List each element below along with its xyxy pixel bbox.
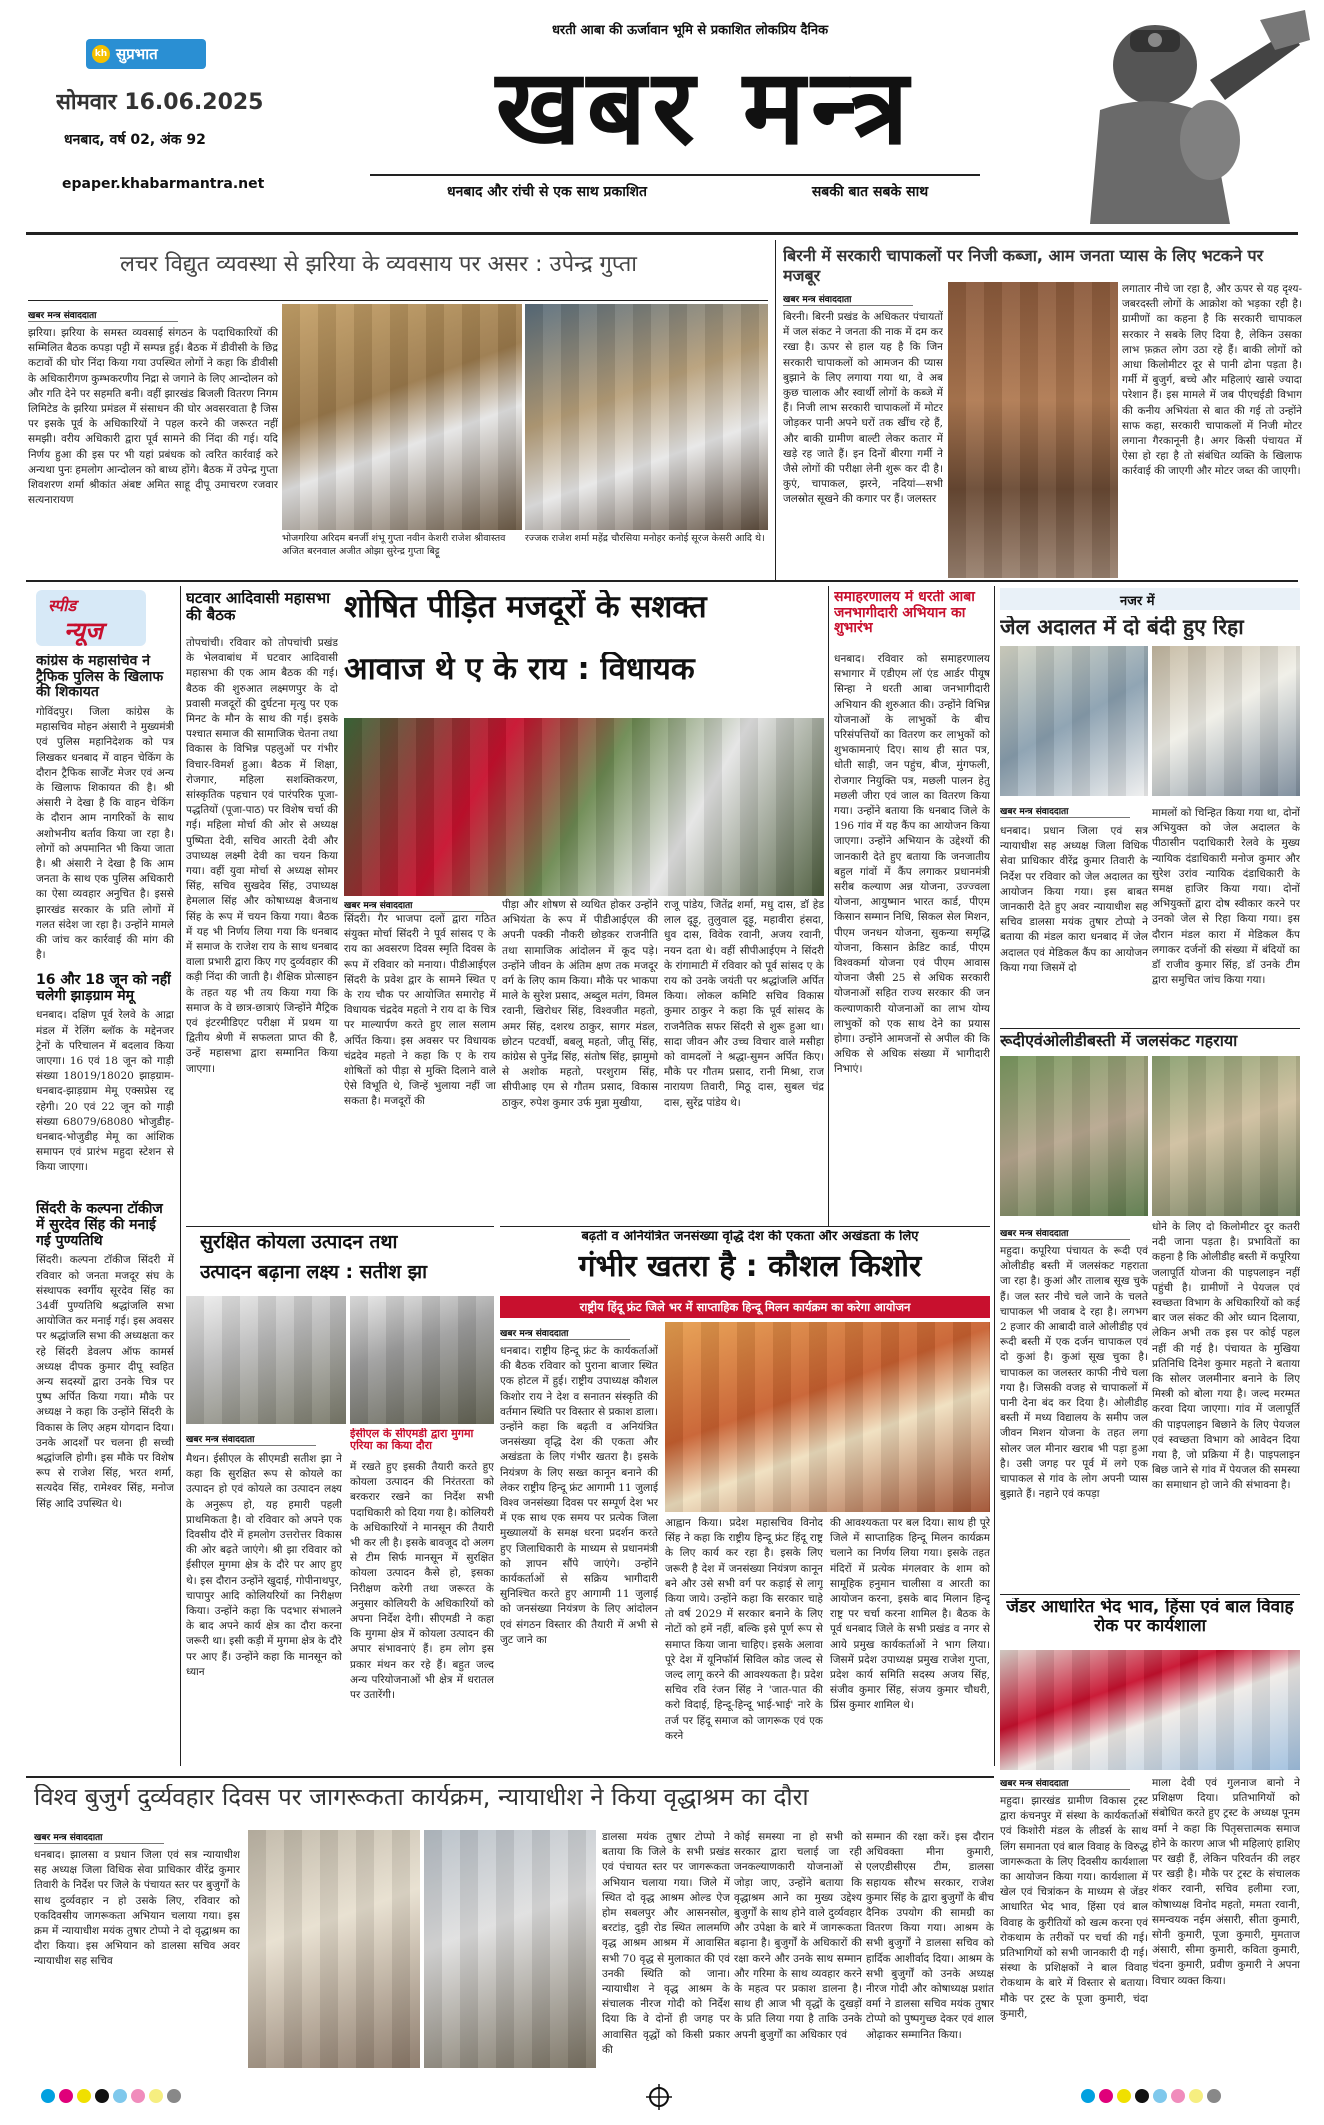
masthead-tagline: धरती आबा की ऊर्जावान भूमि से प्रकाशित लोकप्रिय दैनिक [551, 23, 829, 38]
story-jharia-caption-1: भोजगरिया अरिदम बनर्जी शंभू गुप्ता नवीन केशरी राजेश श्रीवास्तव अजित बरनवाल अजीत ओझा सुरेन्द्र गुप्ता बिट्टू [282, 533, 506, 557]
story-kishore-headline-line-1: बढ़ती व अनियंत्रित जनसंख्या वृद्धि देश की एकता और अखंडता के लिए [581, 1230, 919, 1244]
story-ghatwar-headline: घटवार आदिवासी महासभा की बैठक [186, 590, 331, 624]
story-dharti-headline: समाहरणालय में धरती आबा जनभागीदारी अभियान का शुभारंभ [834, 590, 975, 637]
story-jharia-body: झरिया। झरिया के समस्त व्यवसाई संगठन के पदाधिकारियों की सम्मिलित बैठक कपड़ा पट्टी में सम्पन्न हुई। बैठक में डीवीसी के छिद्र कटावों की घोर निंदा किया गया उपस्थित लोगों ने कहा कि डीवीसी के अधिकारीगण कुम्भकरणीय निद्रा से जगाने के लिए आन्दोलन को और गति देने पर सहमति बनी। वहीं झारखंड बिजली वितरण निगम लिमिटेड के झरिया प्रमंडल में संसाधन की घोर अवसरवाता है जिस पर इसके पूर्व के अधिकारियों ने पहल करने की जरूरत नहीं समझी। वरीय अधिकारी द्वारा पूर्व सामने की निंदा की गई। यदि निर्णय हुआ की इस पर भी यहां प्रबंधक को त्वरित कार्रवाई करे अन्यथा पुनः हमलोग आन्दोलन को बाध्य होंगे। बैठक में उपेन्द्र गुप्ता शिवशरण शर्मा श्रीकांत अंबष्ट अमित साहू दीपू उमाचरण रजवार सत्यनारायण [28, 327, 278, 507]
story-elder-col-1: धनबाद। झालसा व प्रधान जिला एवं सत्र न्यायाधीश सह अध्यक्ष जिला विधिक सेवा प्राधिकार वीरेंद्र कुमार तिवारी के निर्देश पर जिले के पंचायत स्तर पर बुजुर्गों के साथ दुर्व्यवहार न हो उसके लिए, रविवार को एकदिवसीय जागरूकता अभियान चलाया गया। इस क्रम में न्यायाधीश मयंक तुषार टोप्पो ने दो वृद्धाश्रम का दौरा किया। इस अभियान को डालसा सचिव अवर न्यायाधीश सह सचिव [34, 1849, 240, 1968]
website-link[interactable]: epaper.khabarmantra.net [62, 176, 265, 192]
story-kishore-col-3: की आवश्यकता पर बल दिया। साथ ही पूरे जिले में साप्ताहिक हिन्दू मिलन कार्यक्रम चलाने का निर्णय लिया गया। इसके तहत मंदिरों में प्रत्येक मंगलवार के शाम को सामूहिक हनुमान चालीसा व आरती का आयोजन करना, इसके बाद मिलान हिन्दू राष्ट्र पर चर्चा करना शामिल है। बैठक के पूर्व धनबाद जिले के सभी प्रखंड व नगर से आये प्रमुख कार्यकर्ताओं ने भाग लिया। जिसमें प्रदेश उपाध्यक्ष प्रमुख राजेश गुप्ता, प्रदेश कार्य समिति सदस्य अजय सिंह, संजीव कुमार सिंह, संजय कुमार चौधरी, प्रिंस कुमार शामिल थे। [830, 1517, 990, 1712]
speed-news-item [36, 654, 174, 965]
story-kishore-headline-line-2: गंभीर खतरा है : कौशल किशोर [578, 1250, 922, 1284]
story-kishore-byline: खबर मन्त्र संवाददाता [500, 1326, 630, 1340]
story-gender-byline: खबर मन्त्र संवाददाता [1000, 1776, 1130, 1790]
speed-news-list [36, 654, 174, 1774]
masthead-subline-left: धनबाद और रांची से एक साथ प्रकाशित [446, 184, 648, 200]
speed-news-item [36, 1202, 174, 1573]
story-kishore-photo [665, 1322, 990, 1512]
speed-news-logo [36, 590, 146, 646]
story-jalsankat-headline: रूदीएवंओलीडीबस्ती में जलसंकट गहराया [1000, 1032, 1238, 1050]
brand-badge [86, 39, 206, 69]
story-gender-col-2: माला देवी एवं गुलनाज बानो ने प्रशिक्षण दिया। प्रतिभागियों को संबोधित करते हुए ट्रस्ट के अध्यक्ष पूनम वर्मा ने कहा कि पितृसत्तात्मक समाज होने के कारण आज भी महिलाएं हाशिए पर खड़ी हैं, लेकिन परिवर्तन की लहर पर खड़ी है। मौके पर ट्रस्ट के संचालक शंकर रवानी, सचिव हलीमा रजा, कोषाध्यक्ष विनोद महतो, ममता रवानी, समन्वयक नईम अंसारी, सीता कुमारी, सोनी कुमारी, पूजा कुमारी, मुमताज अंसारी, सीमा कुमारी, कविता कुमारी, चंदना कुमारी, प्रवीण कुमारी ने अपना विचार व्यक्त किया। [1152, 1777, 1300, 1987]
story-jharia-caption-2: रज्जक राजेश शर्मा महेंद्र चौरसिया मनोहर कनोई सूरज केसरी आदि थे। [525, 533, 765, 544]
story-jalsankat-photo-2 [1152, 1056, 1300, 1216]
story-kishore-banner: राष्ट्रीय हिंदू फ्रंट जिले भर में साप्ताहिक हिन्दू मिलन कार्यक्रम का करेगा आयोजन [500, 1296, 990, 1318]
nazar-byline: खबर मन्त्र संवाददाता [1000, 804, 1130, 818]
speed-news-item [36, 973, 174, 1194]
story-ghatwar-body: तोपचांची। रविवार को तोपचांची प्रखंड के भेलवाबांध में घटवार आदिवासी महासभा की एक आम बैठक की गई। बैठक की शुरुआत लक्ष्मणपुर के दो प्रवासी मजदूरों की दुर्घटना मृत्यु पर एक मिनट के मौन के साथ की गई। इसके पश्चात समाज की सामाजिक चेतना तथा विकास के विभिन्न पहलुओं पर गंभीर विचार-विमर्श हुआ। बैठक में शिक्षा, रोजगार, महिला सशक्तिकरण, सांस्कृतिक पहचान एवं पारंपरिक पूजा-पद्धतियों (पूजा-पाठ) पर विशेष चर्चा की गई। महिला मोर्चा की ओर से अध्यक्ष पुष्पिता देवी, सचिव आरती देवी और उपाध्यक्ष लक्ष्मी देवी का चयन किया गया। वहीं युवा मोर्चा से अध्यक्ष सोमर सिंह, सचिव सुखदेव सिंह, उपाध्यक्ष हेमलाल सिंह और कोषाध्यक्ष बैजनाथ सिंह के रूप में चयन किया गया। बैठक में यह भी निर्णय लिया गया कि धनबाद में समाज के राजेश राय के साथ धनबाद वाला प्रभारी द्वारा किए गए दुर्व्यवहार की कड़ी निंदा की जाती है। शैक्षिक प्रोत्साहन के तहत यह भी तय किया गया कि समाज के वे छात्र-छात्राएं जिन्होंने मैट्रिक एवं इंटरमीडिएट परीक्षा में प्रथम या द्वितीय श्रेणी में सफलता प्राप्त की है, उन्हें महासभा द्वारा सम्मानित किया जाएगा। [186, 637, 338, 1075]
story-jharia-photo-1 [282, 304, 522, 530]
story-gender-headline: जेंडर आधारित भेद भाव, हिंसा एवं बाल विवाह रोक पर कार्यशाला [1006, 1598, 1294, 1637]
nazar-photo-1 [1000, 646, 1148, 796]
story-gender-col-1: महुदा। झारखंड ग्रामीण विकास ट्रस्ट द्वारा कंचनपुर में संस्था के कार्यकर्ताओं एवं किशोरी मंडल के लीडर्स के साथ लिंग समानता एवं बाल विवाह के विरुद्ध जागरूकता के लिए दिवसीय कार्यशाला का आयोजन किया गया। कार्यशाला में खेल एवं चित्रांकन के माध्यम से जेंडर आधारित भेद भाव, हिंसा एवं बाल विवाह के कुरीतियों को खत्म करना एवं रोकथाम के तरीकों पर चर्चा की गई। प्रतिभागियों को सभी जानकारी दी गई। संस्था के प्रशिक्षकों ने बाल विवाह रोकथाम के बारे में विस्तार से बताया। मौके पर ट्रस्ट के पूजा कुमारी, चंदा कुमारी, [1000, 1795, 1148, 2020]
printer-color-bar-right [1080, 2086, 1280, 2106]
story-coal-byline: खबर मन्त्र संवाददाता [186, 1432, 316, 1446]
story-kishore-col-2: आह्वान किया। प्रदेश महासचिव विनोद सिंह ने कहा कि राष्ट्रीय हिन्दू फ्रंट हिंदू राष्ट्र के लिए कार्य कर रहा है। इसके लिए जरूरी है देश में जनसंख्या नियंत्रण कानून बने और उसे सभी वर्ग पर कड़ाई से लागू किया जाये। उन्होंने कहा कि सरकार चाहे तो वर्ष 2029 में सरकार बनाने के लिए नोटों को हमें नहीं, बल्कि इसे पूर्ण रूप से समाप्त किया जाना चाहिए। इसके अलावा पूरे देश में यूनिफॉर्म सिविल कोड जल्द से जल्द लागू करने की आवश्यकता है। प्रदेश सचिव रवि रंजन सिंह ने 'जात-पात की करो विदाई, हिन्दू-हिन्दू भाई-भाई' नारे के तर्ज पर हिंदू समाज को जागरूक एवं एक करने [665, 1517, 823, 1742]
story-gender-photo [1000, 1650, 1300, 1770]
story-coal-headline-line-2: उत्पादन बढ़ाना लक्ष्य : सतीश झा [200, 1262, 428, 1283]
story-jalsankat-col-1: महुदा। कपूरिया पंचायत के रूदी एवं ओलीडीह बस्ती में जलसंकट गहराता जा रहा है। कुआं और तालाब सूख चुके हैं। जल स्तर नीचे चले जाने के चलते चापाकल भी जवाब दे रहा है। लगभग 2 हजार की आबादी वाले ओलीडीह एवं रूदी बस्ती में एक दर्जन चापाकल एवं दो कुआं है। कुआं सूख चुका है। चापाकल का जलस्तर काफी नीचे चला गया है। जिसकी वजह से चापाकलों में पानी देना बंद कर दिया है। ओलीडीह बस्ती में मध्य विद्यालय के समीप जल जीवन मिशन योजना के तहत लगा सोलर जल मीनार खराब भी पड़ा हुआ है। उसी जगह पर पूर्व में लगे एक चापाकल से गांव के लोग अपनी प्यास बुझाते हैं। नहाने एवं कपड़ा [1000, 1245, 1148, 1501]
nazar-badge-label: नजर में [1120, 594, 1155, 609]
speed-news-headline: सिंदरी के कल्पना टॉकीज में सुरदेव सिंह की मनाई गई पुण्यतिथि [36, 1201, 163, 1249]
registration-mark-icon [646, 2084, 672, 2110]
story-elder-col-3: कोई समस्या ना हो सभी को सरकार द्वारा चलाई जा रही जनकल्याणकारी योजनाओं से जोड़ा जाए, उन्होंने बताया कि वृद्धाश्रम आने का मुख्य उद्देश्य बुजुर्गों के साथ होने वाले दुर्व्यवहार और उपेक्षा के बारे में जागरूकता बढ़ाना है। बुजुर्गों के अधिकारों की रक्षा करने और उनके साथ सम्मान और गरिमा के साथ व्यवहार करने के महत्व पर प्रकाश डालना है। साथ ही आज भी वृद्धों के दुखड़ों के प्रति लिया गया है ताकि उनके अपनी बुजुर्गों का अधिकार एवं [734, 1831, 862, 2041]
nazar-badge [1000, 588, 1300, 610]
story-coal-subhead: ईसीएल के सीएमडी द्वारा मुगमा एरिया का किया दौरा [350, 1428, 474, 1453]
story-jalsankat-photo-1 [1000, 1056, 1148, 1216]
masthead-subline-right: सबकी बात सबके साथ [811, 184, 929, 200]
speed-news-headline: कांग्रेस के महासचिव ने ट्रैफिक पुलिस के खिलाफ की शिकायत [36, 654, 164, 701]
nazar-headline: जेल अदालत में दो बंदी हुए रिहा [1000, 616, 1244, 639]
lead-byline: खबर मन्त्र संवाददाता [344, 898, 484, 912]
masthead [0, 0, 1324, 232]
printer-color-bar-left [40, 2086, 240, 2106]
story-coal-photo-1 [186, 1296, 346, 1424]
speed-news-body: गोविंदपुर। जिला कांग्रेस के महासचिव मोहन अंसारी ने मुख्यमंत्री एवं पुलिस महानिदेशक को पत्र लिखकर धनबाद में वाहन चेकिंग के दौरान ट्रैफिक सार्जेंट मेजर एवं अन्य के खिलाफ शिकायत की है। श्री अंसारी ने देखा है कि वाहन चेकिंग के दौरान आम नागरिकों के साथ अशोभनीय बर्ताव किया जा रहा है। लोगों को अपमानित भी किया जाता है। श्री अंसारी ने देखा है कि आम जनता के साथ एक पुलिस अधिकारी का ऐसा व्यवहार अनुचित है। इससे झारखंड सरकार के प्रति लोगों में गलत संदेश जा रहा है। उन्होंने मामले की जांच कर कार्रवाई की मांग की है। [36, 706, 174, 962]
speed-news-body: धनबाद। दक्षिण पूर्व रेलवे के आद्रा मंडल में रेलिंग ब्लॉक के मद्देनजर ट्रेनों के परिचालन में बदलाव किया जाएगा। 16 एवं 18 जून को गाड़ी संख्या 18019/18020 झाड़ग्राम-धनबाद-झाड़ग्राम मेमू एक्सप्रेस रद्द रहेगी। 20 एवं 22 जून को गाड़ी संख्या 68079/68080 भोजुडीह-धनबाद-भोजुडीह मेमू का आंशिक समापन एवं प्रारंभ महुदा स्टेशन से किया जाएगा। [36, 1009, 174, 1174]
story-jharia-headline: लचर विद्युत व्यवस्था से झरिया के व्यवसाय पर असर : उपेन्द्र गुप्ता [120, 252, 637, 277]
speed-news-body: सिंदरी। कल्पना टॉकीज सिंदरी में रविवार को जनता मजदूर संघ के संस्थापक स्वर्गीय सूरदेव सिंह का 34वीं पुण्यतिथि श्रद्धांजलि सभा आयोजित कर मनाई गई। इस अवसर पर श्रद्धांजलि सभा की अध्यक्षता कर रहे सिंदरी डेवलप ऑफ कामर्स अध्यक्ष दीपक कुमार दीपू स्वहित अन्य सदस्यों द्वारा उनके चित्र पर पुष्प अर्पित किया गया। मौके पर अध्यक्ष ने कहा कि उन्होंने सिंदरी के विकास के लिए अहम योगदान दिया। उनके आदर्शों पर चलना ही सच्ची श्रद्धांजलि होगी। इस मौके पर विशेष रूप से राजेश सिंह, भरत शर्मा, सत्यदेव सिंह, रामेश्वर सिंह, मनोज सिंह आदि उपस्थित थे। [36, 1254, 174, 1510]
brand-badge-label: सुप्रभात [116, 45, 158, 63]
story-birni-body-right: लगातार नीचे जा रहा है, और ऊपर से यह दृश्य-जबरदस्ती लोगों के आक्रोश को भड़का रही है। ग्रामीणों का कहना है कि सरकारी चापाकल सरकार ने सबके लिए दिया है, लेकिन उसका लाभ फ़क़त लोग उठा रहे हैं। बाकी लोगों को आधा किलोमीटर दूर से पानी ढोना पड़ता है। गर्मी में बुजुर्ग, बच्चे और महिलाएं खासे ज्यादा परेशान हैं। इस मामले में जब पीएचईडी विभाग की कनीय अभियंता से बात की गई तो उन्होंने साफ कहा, सरकारी चापाकलों में निजी मोटर लगाना गैरकानूनी है। अगर किसी पंचायत में ऐसा हो रहा है तो संबंधित व्यक्ति के खिलाफ कार्रवाई की जाएगी और मोटर जब्त की जाएगी। [1122, 283, 1302, 478]
story-birni-headline: बिरनी में सरकारी चापाकलों पर निजी कब्जा, आम जनता प्यास के लिए भटकने पर मजबूर [783, 246, 1264, 285]
speed-news-headline: 16 और 18 जून को नहीं चलेगी झाड़ग्राम मेमू [36, 972, 171, 1004]
speed-news-logo-bottom: न्यूज [64, 617, 103, 645]
speed-news-logo-top: स्पीड [48, 596, 77, 615]
story-elder-col-2: डालसा मयंक तुषार टोप्पो ने बताया कि जिले के सभी प्रखंड एवं पंचायत स्तर पर जागरूकता अभियान चलाया गया। जिले में स्थित दो वृद्ध आश्रम ओल्ड ऐज होम सबलपुर और आसनसोल, बरटांड़, दुड़ी रोड स्थित लालमणि वृद्ध आश्रम आश्रम में आवासित सभी 70 वृद्ध से मुलाकात की एवं उनकी स्थिति को जाना। न्यायाधीश ने वृद्ध आश्रम के संचालक नीरज गोदी को निर्देश दिया कि वे दोनों ही जगह पर आवासित वृद्धों को किसी प्रकार की [602, 1831, 730, 2056]
story-birni-photo [948, 282, 1118, 578]
issue-date: सोमवार 16.06.2025 [56, 90, 264, 115]
story-coal-headline-line-1: सुरक्षित कोयला उत्पादन तथा [200, 1232, 398, 1253]
story-coal-photo-2 [350, 1296, 494, 1424]
lead-col-2: पीड़ा और शोषण से व्यथित होकर उन्होंने अभियंता के रूप में पीडीआईएल की अपनी पक्की नौकरी छोड़कर राजनीति तथा सामाजिक आंदोलन में कूद पड़े। उन्होंने जीवन के अंतिम क्षण तक मजदूर वर्ग के लिए काम किया। मौके पर भाकपा माले के सुरेश प्रसाद, अब्दुल मतंग, विमल रवानी, खिरोधर सिंह, विश्वजीत महतो, अमर सिंह, दशरथ ठाकुर, सागर मंडल, छोटन पटवर्धी, बबलू महतो, जीतू सिंह, कांग्रेस से पुनेंद्र सिंह, संतोष सिंह, झामुमो से अशोक महतो, परशुराम सिंह, सीपीआइ एम से गौतम प्रसाद, विकास ठाकुर, रुपेश कुमार उर्फ मुन्ना मुखीया, [502, 899, 658, 1109]
story-coal-col-2: में रखते हुए इसकी तैयारी करते हुए कोयला उत्पादन की निरंतरता को बरकरार रखने का निर्देश सभी पदाधिकारी को दिया गया है। कोलियरी के अधिकारियों ने मानसून की तैयारी भी कर ली है। इसके बावजूद दो अलग से टीम सिर्फ मानसून में सुरक्षित कोयला उत्पादन कैसे हो, इसका निरीक्षण करेगी तथा जरूरत के अनुसार कोलियरी के अधिकारियों को अपना निर्देश देगी। सीएमडी ने कहा कि मुगमा क्षेत्र में कोयला उत्पादन की अपार संभावनाएं हैं। हम लोग इस प्रकार मंथन कर रहे हैं। बहुत जल्द अन्य परियोजनाओं भी क्षेत्र में धरातल पर उतारेंगी। [350, 1461, 494, 1702]
story-jalsankat-byline: खबर मन्त्र संवाददाता [1000, 1226, 1130, 1240]
story-coal-col-1: मैथन। ईसीएल के सीएमडी सतीश झा ने कहा कि सुरक्षित रूप से कोयले का उत्पादन हो एवं कोयले का उत्पादन लक्ष्य के अनुरूप हो, यह हमारी पहली प्राथमिकता है। वो रविवार को अपने एक दिवसीय दौरे में हमलोग उत्तरोत्तर विकास की ओर बढ़ते जाएंगे। श्री झा रविवार को ईसीएल मुगमा क्षेत्र के दौरे पर आए हुए थे। इस दौरान उन्होंने खुदाई, गोपीनाथपुर, चापापुर आदि कोलियरियों का निरीक्षण किया। उन्होंने कहा कि पदभार संभालने के बाद अपने कार्य क्षेत्र का दौरा करना जरूरी था। इसी कड़ी में मुगमा क्षेत्र के दौरे पर आए हैं। उन्होंने कहा कि मानसून को ध्यान [186, 1453, 342, 1678]
story-jharia-byline: खबर मन्त्र संवाददाता [28, 308, 178, 322]
story-elder-photo-2 [424, 1830, 596, 2068]
issue-edition: धनबाद, वर्ष 02, अंक 92 [64, 132, 206, 148]
story-elder-col-4: सम्मान की रक्षा करें। इस दौरान अधिवक्ता मीना कुमारी, एलएडीसीएस टीम, डालसा सहायक सौरभ सरकार, राजेश कुमार सिंह के द्वारा बुजुर्गों के बीच दैनिक उपयोग की सामग्री का वितरण किया गया। आश्रम के सभी बुजुर्गों ने डालसा सचिव को हार्दिक आशीर्वाद दिया। आश्रम के सभी बुजुर्गों को उनके अध्यक्ष नीरज गोदी और कोषाध्यक्ष प्रशांत वर्मा ने डालसा सचिव मयंक तुषार टोप्पो को पुष्पगुच्छ देकर एवं शाल ओढ़ाकर सम्मानित किया। [866, 1831, 994, 2041]
miner-statue-image [1060, 10, 1310, 224]
story-jalsankat-col-2: धोने के लिए दो किलोमीटर दूर कतरी नदी जाना पड़ता है। प्रभावितों का कहना है कि ओलीडीह बस्ती में कपूरिया जलापूर्ति योजना की पाइपलाइन नहीं पहुंची है। ग्रामीणों ने पेयजल एवं स्वच्छता विभाग के अधिकारियों को कई बार जल संकट की ओर ध्यान दिलाया, लेकिन अभी तक इस पर कोई पहल नहीं की गई है। पंचायत के मुखिया प्रतिनिधि दिनेश कुमार महतो ने बताया कि सोलर जलमीनार बनाने के लिए मिस्त्री को बोला गया है। जल्द मरम्मत करवा दिया जाएगा। गांव में जलापूर्ति की पाइपलाइन बिछाने के लिए पेयजल एवं स्वच्छता विभाग को आवेदन दिया गया है, जो प्रक्रिया में है। पाइपलाइन बिछ जाने से गांव में पेयजल की समस्या का समाधान हो जाने की संभावना है। [1152, 1221, 1300, 1492]
story-elder-headline: विश्व बुजुर्ग दुर्व्यवहार दिवस पर जागरूकता कार्यक्रम, न्यायाधीश ने किया वृद्धाश्रम का दौरा [34, 1784, 809, 1811]
story-birni-body-left: बिरनी। बिरनी प्रखंड के अधिकतर पंचायतों में जल संकट ने जनता की नाक में दम कर रखा है। ऊपर से हाल यह है कि जिन सरकारी चापाकलों को आमजन की प्यास बुझाने के लिए लगाया गया था, वे अब कुछ चालाक और स्वार्थी लोगों के कब्जे में हैं। निजी लाभ सरकारी चापाकलों में मोटर जोड़कर पानी अपने घरों तक खींच रहे हैं, और बाकी ग्रामीण बाल्टी लेकर कतार में खड़े रह जाते हैं। इन दिनों बीरगा गर्मी ने जैसे लोगों की परीक्षा लेनी शुरू कर दी है। कुएं, चापाकल, झरने, नदियां—सभी जलस्रोत सूखने की कगार पर हैं। जलस्तर [783, 311, 943, 506]
lead-headline-line-2: आवाज थे ए के राय : विधायक [344, 652, 695, 687]
lead-col-3: राजू पांडेय, जितेंद्र शर्मा, मधु दास, डॉ हेड लाल दूड़ू, तुलुवाल दूड़ू, महावीरा हंसदा, धुव दास, विवेक रवानी, अजय रवानी, नयन दता थे। वहीं सीपीआईएम ने सिंदरी के रांगामाटी में रविवार को पूर्व सांसद ए के राय को उनके जयंती पर श्रद्धांजलि अर्पित किया। लोकल कमिटि सचिव विकास कुमार ठाकुर ने कहा कि पूर्व सांसद के राजनैतिक सफर सिंदरी से शुरू हुआ था। सादा जीवन और उच्च विचार वाले मसीहा को वामदलों ने श्रद्धा-सुमन अर्पित किए। मौके पर गौतम प्रसाद, रानी मिश्रा, राज नारायण तिवारी, मिठू दास, सुबल चंद्र दास, सुरेंद्र पांडेय थे। [664, 899, 824, 1109]
nazar-col-1: धनबाद। प्रधान जिला एवं सत्र न्यायाधीश सह अध्यक्ष जिला विधिक सेवा प्राधिकार वीरेंद्र कुमार तिवारी के निर्देश पर रविवार को जेल अदालत का आयोजन किया गया। इस बाबत जानकारी देते हुए अवर न्यायाधीश सह सचिव डालसा मयंक तुषार टोप्पो ने बताया की मंडल कारा धनबाद में जेल अदालत एवं मेडिकल कैंप का आयोजन किया गया जिसमें दो [1000, 825, 1148, 974]
lead-col-1: सिंदरी। गैर भाजपा दलों द्वारा गठित संयुक्त मोर्चा सिंदरी ने पूर्व सांसद ए के राय का अवसरण दिवस स्मृति दिवस के रूप में रविवार को मनाया। पीडीआईएल सिंदरी के प्रवेश द्वार के सामने स्थित ए के राय चौक पर आयोजित समारोह में विधायक चंद्रदेव महतो ने राय दा के चित्र पर माल्यार्पण करते हुए लाल सलाम अर्पित किया। इस अवसर पर विधायक चंद्रदेव महतो ने कहा कि ए के राय शोषितों को पीड़ा से मुक्ति दिलाने वाले ऐसे विभूति थे, जिन्हें भुलाया नहीं जा सकता है। मजदूरों की [344, 913, 496, 1108]
newspaper-title: खबर मन्त्र [495, 48, 915, 166]
lead-photo [344, 718, 824, 896]
nazar-col-2: मामलों को चिन्हित किया गया था, दोनों अभियुक्त को जेल अदालत के पीठासीन पदाधिकारी रेलवे के मुख्य न्यायिक दंडाधिकारी मनोज कुमार और सुरेश उरांव न्यायिक दंडाधिकारी के समक्ष हाजिर किया गया। दोनों अभियुक्तों द्वारा दोष स्वीकार करने पर उनको जेल से रिहा किया गया। इस दौरान मंडल कारा में मेडिकल कैंप लगाकर दर्जनों की संख्या में बंदियों का डॉ राजीव कुमार सिंह, डॉ उनके टीम द्वारा समुचित जांच किया गया। [1152, 807, 1300, 987]
story-dharti-body: धनबाद। रविवार को समाहरणालय सभागार में एडीएम लॉ एंड आर्डर पीयूष सिन्हा ने धरती आबा जनभागीदारी अभियान की शुरुआत की। उन्होंने विभिन्न योजनाओं के लाभुकों के बीच परिसंपत्तियों का वितरण कर लाभुकों को शुभकामनाएं दिए। साथ ही सात पत्र, धोती साड़ी, जन पहुंच, बीज, मुंगफली, रोजगार नियुक्ति पत्र, मछली पालन हेतु मछली जीरा एवं जाल का वितरण किया गया। उन्होंने बताया कि धनबाद जिले के 196 गांव में यह कैंप का आयोजन किया जाएगा। उन्होंने अभियान के उद्देश्यों की जानकारी देते हुए बताया कि जनजातीय बहुल गांवों में कैंप लगाकर प्रधानमंत्री सरीब कल्याण अन्न योजना, उज्ज्वला योजना, आयुष्मान भारत कार्ड, पीएम किसान सम्मान निधि, सिकल सेल मिशन, पीएम जनधन योजना, सुकन्या समृद्धि योजना, किसान क्रेडिट कार्ड, पीएम विश्वकर्मा योजना एवं पीएम आवास योजना जैसी 25 से अधिक सरकारी योजनाओं सहित राज्य सरकार की जन कल्याणकारी योजनाओं का लाभ योग्य लाभुकों को एक साथ देने का प्रयास होगा। उन्होंने आमजनों से अपील की कि अधिक से अधिक संख्या में भागीदारी निभाएं। [834, 653, 990, 1076]
lead-headline-line-1: शोषित पीड़ित मजदूरों के सशक्त [344, 590, 707, 625]
sun-icon: kh [92, 45, 110, 63]
story-jharia-photo-2 [525, 304, 768, 530]
story-elder-photo-1 [248, 1830, 420, 2068]
story-elder-byline: खबर मन्त्र संवाददाता [34, 1830, 164, 1844]
nazar-photo-2 [1152, 646, 1300, 796]
story-kishore-col-1: धनबाद। राष्ट्रीय हिन्दू फ्रंट के कार्यकर्ताओं की बैठक रविवार को पुराना बाजार स्थित एक होटल में हुई। राष्ट्रीय उपाध्यक्ष कौशल किशोर राय ने देश व सनातन संस्कृति की वर्तमान स्थिति पर विस्तार से प्रकाश डाला। उन्होंने कहा कि बढ़ती व अनियंत्रित जनसंख्या वृद्धि देश की एकता और अखंडता के लिए गंभीर खतरा है। इसके नियंत्रण के लिए सख्त कानून बनाने की लेकर राष्ट्रीय हिन्दू फ्रंट आगामी 11 जुलाई विश्व जनसंख्या दिवस पर सम्पूर्ण देश भर में एक साथ एक समय पर प्रत्येक जिला मुख्यालयों के समक्ष धरना प्रदर्शन करते हुए जिलाधिकारी के माध्यम से प्रधानमंत्री को ज्ञापन सौंपे जाएंगे। उन्होंने कार्यकर्ताओं से सक्रिय भागीदारी सुनिश्चित करते हुए आगामी 11 जुलाई को जनसंख्या नियंत्रण के लिए आंदोलन एवं संगठन विस्तार की तैयारी में अभी से जुट जाने का [500, 1345, 658, 1646]
story-birni-byline: खबर मन्त्र संवाददाता [783, 292, 913, 306]
